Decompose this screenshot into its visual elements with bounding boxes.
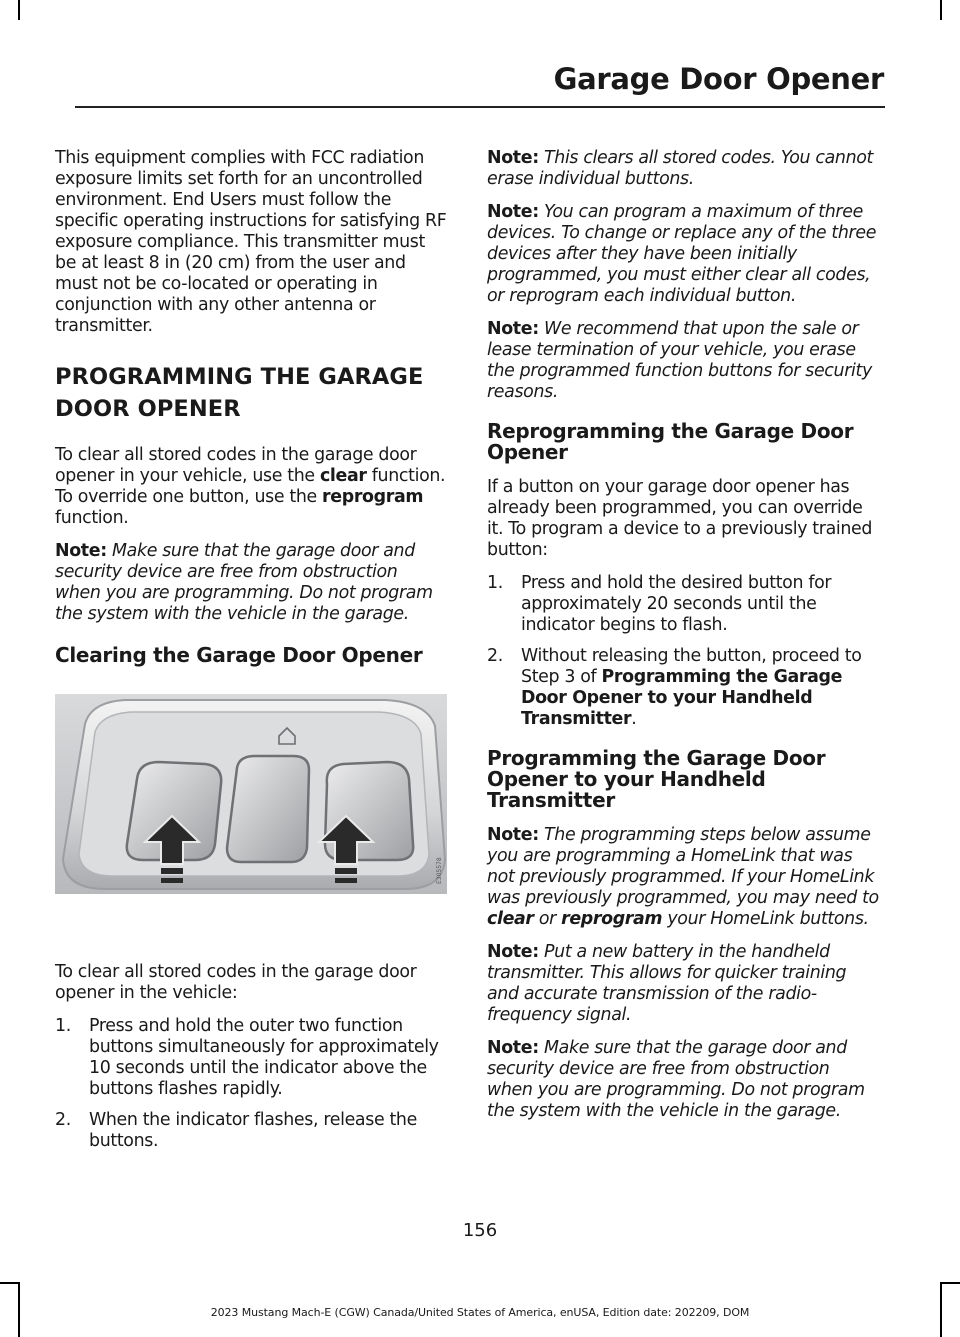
list-item (55, 1016, 447, 1100)
text-run: To clear all stored codes in the garage door opener in your vehicle, use the (55, 445, 417, 486)
note-text: Make sure that the garage door and security device are free from obstruction when you are programming. Do not program the system with the vehicle in the garage. (487, 1038, 865, 1121)
crop-mark-top-right (940, 0, 942, 20)
clear-keyword: clear (487, 909, 534, 929)
reprogram-steps-list (487, 573, 879, 730)
clear-steps-list (55, 1016, 447, 1152)
crop-mark-bottom-left-h (0, 1282, 20, 1284)
intro-paragraph: This equipment complies with FCC radiation exposure limits set forth for an uncontrolled environment. End Users must follow the specific operating instructions for satisfying RF exposure compliance. This transmitter must be at least 8 in (20 cm) from the user and must not be co-located or operating in conjunction with any other antenna or transmitter. (55, 148, 447, 336)
note-label: Note: (487, 148, 539, 168)
section-heading-line2: DOOR OPENER (55, 396, 241, 422)
edition-line: 2023 Mustang Mach-E (CGW) Canada/United States of America, enUSA, Edition date: 202209, DOM (210, 1306, 750, 1319)
list-item (487, 646, 879, 730)
clear-keyword: clear (319, 466, 367, 486)
subheading-handheld: Programming the Garage Door Opener to your Handheld Transmitter (487, 746, 826, 812)
page-number: 156 (462, 1220, 498, 1241)
note-text: Put a new battery in the handheld transmitter. This allows for quicker training and accurate transmission of the radio-frequency signal. (487, 942, 847, 1025)
step-text: Without releasing the button, proceed to Step 3 of (521, 646, 862, 687)
note-text: Make sure that the garage door and security device are free from obstruction when you are programming. Do not program the system with the vehicle in the garage. (55, 541, 433, 624)
page-title: Garage Door Opener (553, 62, 884, 96)
list-item (487, 573, 879, 636)
note-text: We recommend that upon the sale or lease termination of your vehicle, you erase the programmed function buttons for security reasons. (487, 319, 872, 402)
crop-mark-top-left (18, 0, 20, 20)
step-number: 2. (55, 1110, 71, 1130)
text-run: function. (55, 508, 129, 528)
section-heading (55, 361, 447, 425)
left-column (55, 148, 447, 1164)
note-obstruction (55, 541, 447, 625)
note-text: The programming steps below assume you are programming a HomeLink that was not previously programmed. If your HomeLink was previously programmed, you may need to (487, 825, 879, 908)
section-heading-line1: PROGRAMMING THE GARAGE (55, 364, 424, 390)
homelink-buttons-figure (55, 684, 447, 924)
step-number: 1. (487, 573, 503, 593)
step-text: Press and hold the outer two function buttons simultaneously for approximately 10 seconds until the indicator above the buttons flashes rapidly. (89, 1016, 439, 1099)
note-label: Note: (487, 1038, 539, 1058)
note-text: your HomeLink buttons. (662, 909, 869, 929)
text-run: function. To override one button, use the (55, 466, 446, 507)
step-text: When the indicator flashes, release the buttons. (89, 1110, 417, 1151)
note-label: Note: (487, 202, 539, 222)
step-number: 1. (55, 1016, 71, 1036)
note-text: or (533, 909, 562, 929)
figure-code: E305578 (436, 857, 443, 884)
note-label: Note: (487, 825, 539, 845)
note-maximum-devices (487, 202, 879, 307)
note-obstruction-2 (487, 1038, 879, 1122)
step-text: Press and hold the desired button for approximately 20 seconds until the indicator begins to flash. (521, 573, 832, 635)
cross-reference-link[interactable]: Programming the Garage Door Opener to your Handheld Transmitter (521, 667, 843, 729)
header-rule (75, 106, 885, 108)
list-item (55, 1110, 447, 1152)
reprogram-keyword: reprogram (322, 487, 424, 507)
right-column (487, 148, 879, 1134)
note-battery (487, 942, 879, 1026)
clear-reprogram-paragraph (55, 445, 447, 529)
reprogram-keyword: reprogram (561, 909, 663, 929)
note-homelink (487, 825, 879, 930)
note-text: You can program a maximum of three devices. To change or replace any of the three devices after they have been initially programmed, you must either clear all codes, or reprogram each individual button. (487, 202, 877, 306)
clear-intro-paragraph: To clear all stored codes in the garage door opener in the vehicle: (55, 962, 417, 1003)
note-label: Note: (487, 942, 539, 962)
subheading-reprogramming: Reprogramming the Garage Door Opener (487, 419, 854, 464)
note-label: Note: (55, 541, 107, 561)
reprogram-intro-paragraph: If a button on your garage door opener has already been programmed, you can override it. To program a device to a previously trained button: (487, 477, 873, 560)
note-text: This clears all stored codes. You cannot erase individual buttons. (487, 148, 874, 189)
subheading-clearing: Clearing the Garage Door Opener (55, 643, 423, 667)
note-clears-all (487, 148, 879, 190)
crop-mark-bottom-right-h (940, 1282, 960, 1284)
homelink-buttons-illustration (55, 684, 447, 924)
text-run: . (631, 709, 637, 729)
note-sale-lease (487, 319, 879, 403)
note-label: Note: (487, 319, 539, 339)
step-number: 2. (487, 646, 503, 666)
